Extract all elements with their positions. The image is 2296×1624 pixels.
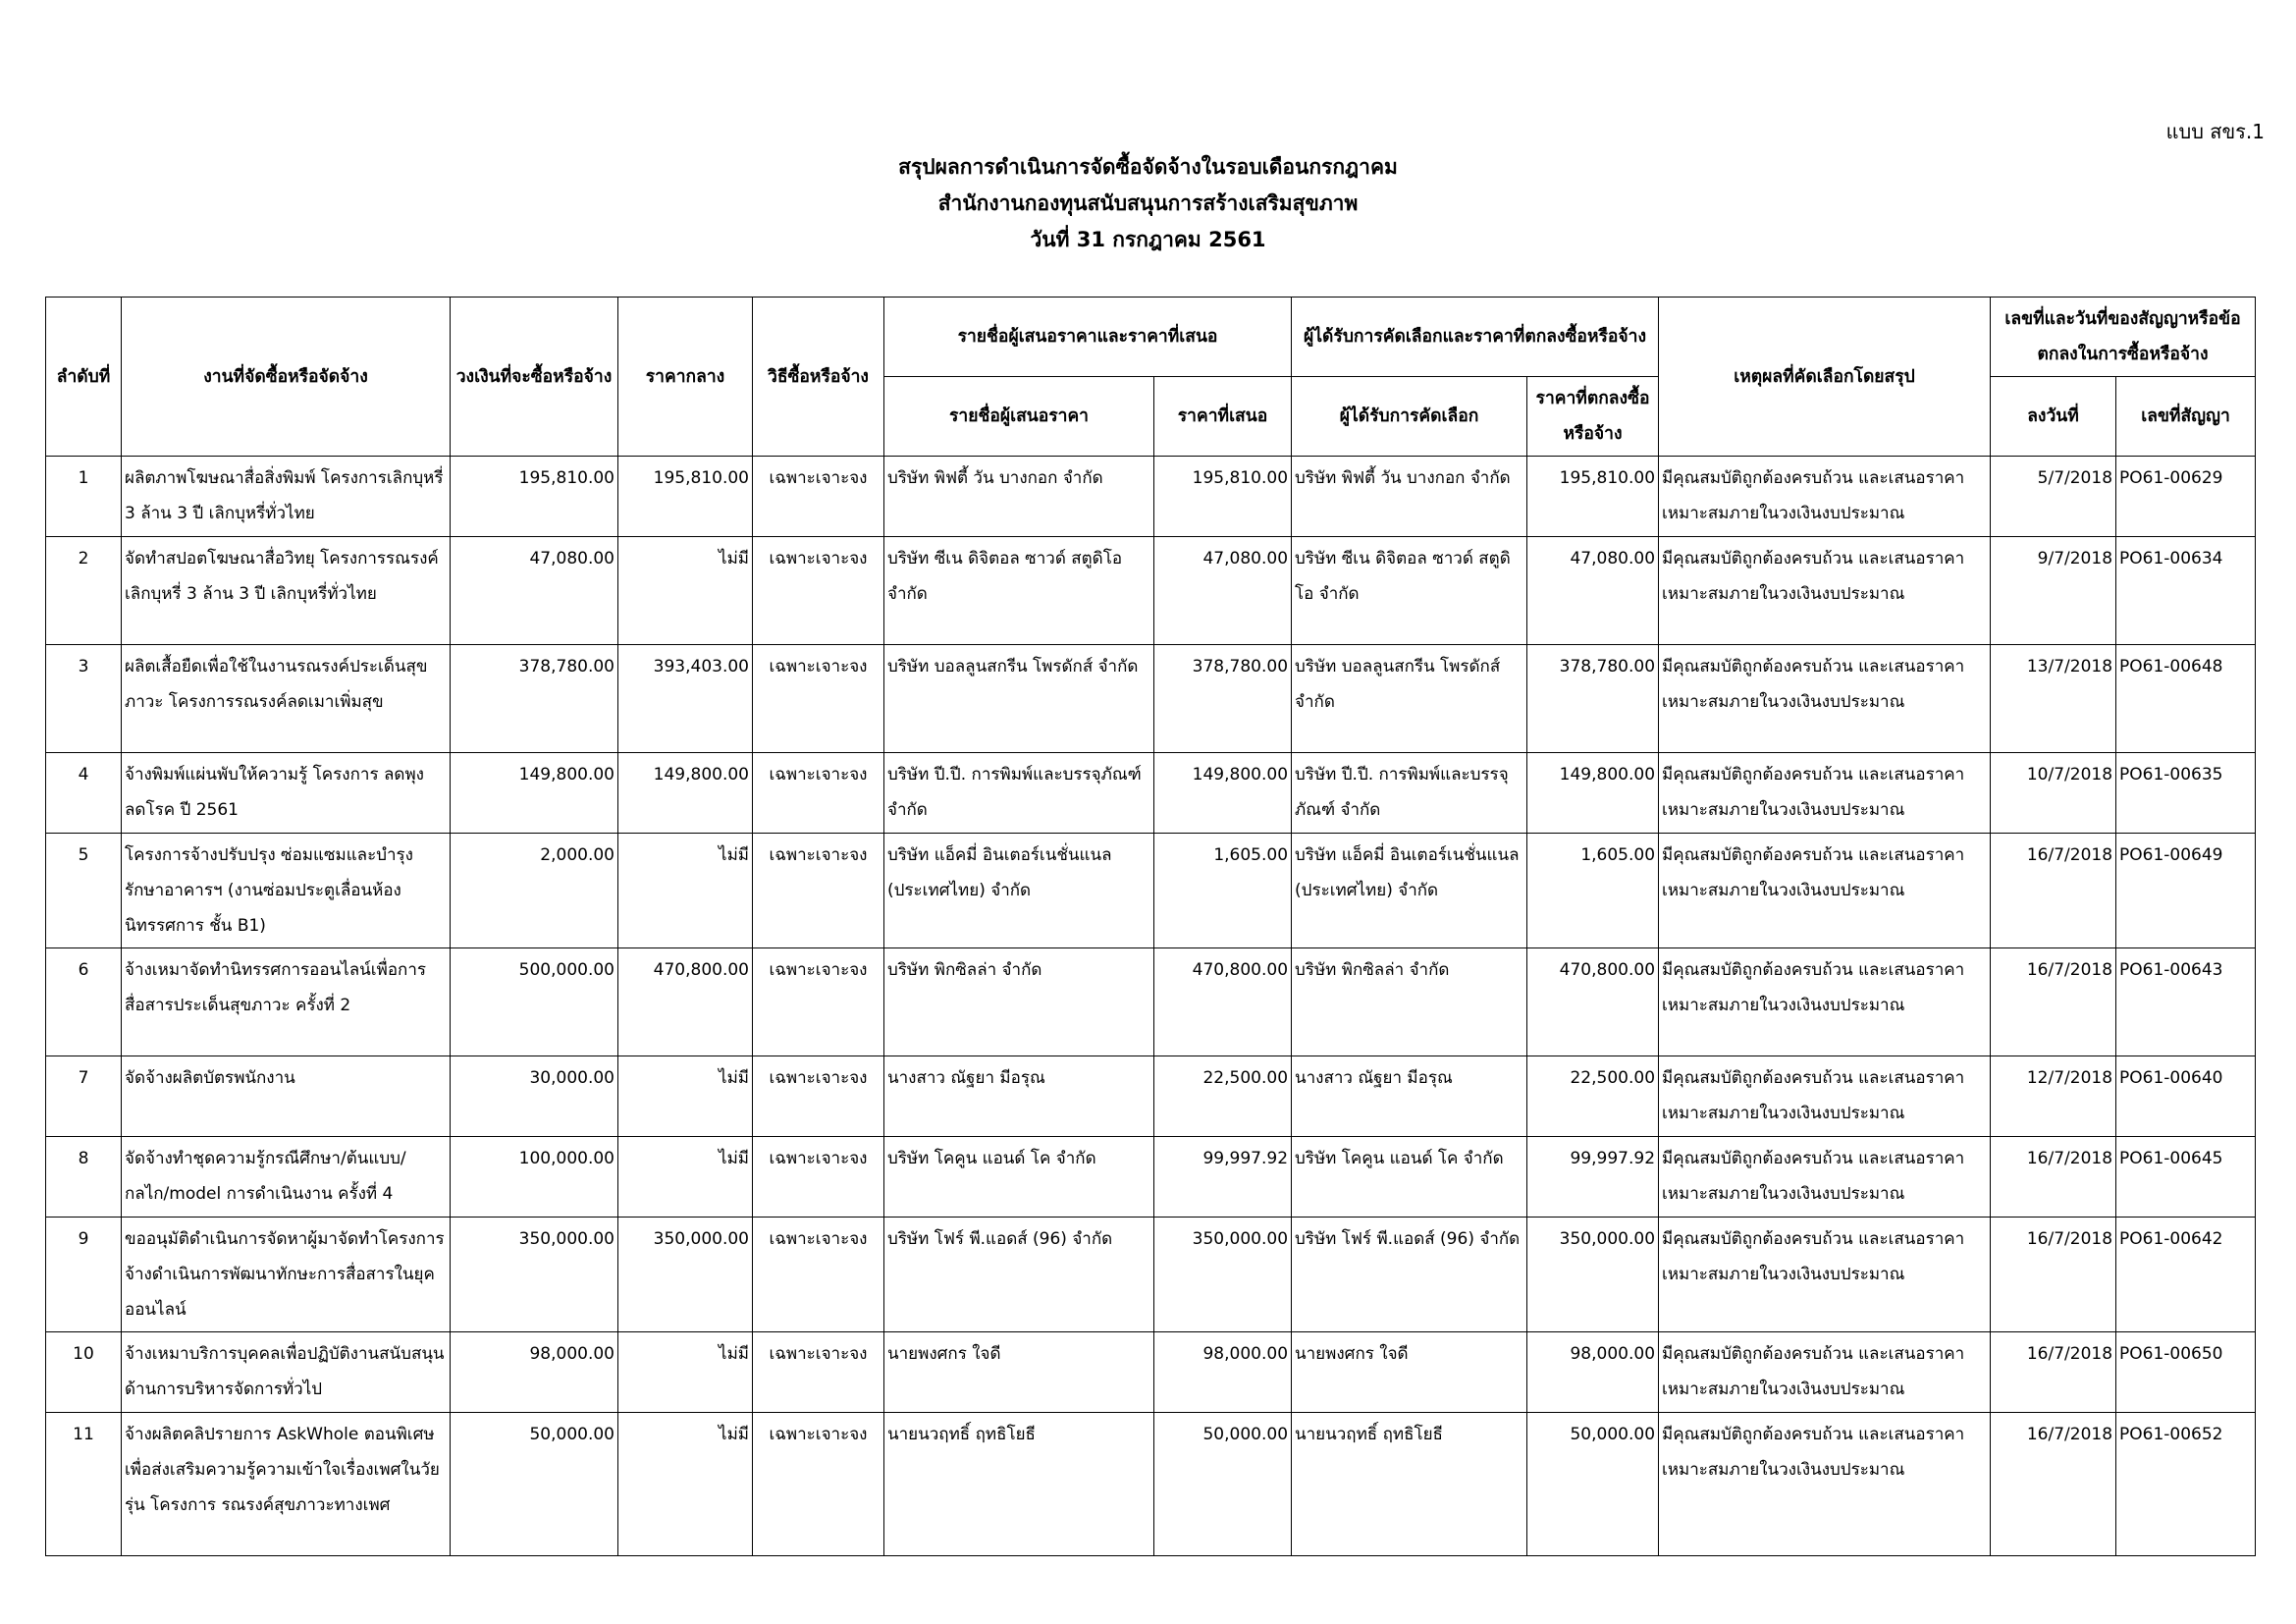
cell-budget: 378,780.00 <box>451 645 618 753</box>
cell-date: 16/7/2018 <box>1991 1137 2116 1218</box>
cell-contract-no: PO61-00629 <box>2116 457 2256 537</box>
header-contract-no: เลขที่สัญญา <box>2116 377 2256 457</box>
table-row <box>46 1332 2256 1413</box>
cell-bidder: บริษัท โฟร์ พี.แอดส์ (96) จำกัด <box>884 1218 1154 1332</box>
cell-budget: 195,810.00 <box>451 457 618 537</box>
table-row <box>46 948 2256 1056</box>
document-title <box>0 149 2296 258</box>
header-date: ลงวันที่ <box>1991 377 2116 457</box>
header-bid-price: ราคาที่เสนอ <box>1154 377 1292 457</box>
cell-no: 3 <box>46 645 122 753</box>
cell-budget: 50,000.00 <box>451 1413 618 1556</box>
cell-bidder: บริษัท พิฟตี้ วัน บางกอก จำกัด <box>884 457 1154 537</box>
cell-selected: นายพงศกร ใจดี <box>1292 1332 1527 1413</box>
cell-no: 8 <box>46 1137 122 1218</box>
cell-selected: บริษัท ปี.ปี. การพิมพ์และบรรจุภัณฑ์ จำกัด <box>1292 753 1527 834</box>
cell-median: ไม่มี <box>618 1137 753 1218</box>
title-line-2: สำนักงานกองทุนสนับสนุนการสร้างเสริมสุขภาพ <box>937 191 1359 215</box>
cell-method: เฉพาะเจาะจง <box>753 1137 884 1218</box>
cell-budget: 30,000.00 <box>451 1056 618 1137</box>
cell-reason: มีคุณสมบัติถูกต้องครบถ้วน และเสนอราคาเหมาะสมภายในวงเงินงบประมาณ <box>1659 1332 1991 1413</box>
cell-item: จัดจ้างทำชุดความรู้กรณีศึกษา/ต้นแบบ/กลไก/model การดำเนินงาน ครั้งที่ 4 <box>122 1137 451 1218</box>
header-item: งานที่จัดซื้อหรือจัดจ้าง <box>122 298 451 457</box>
cell-agreed-price: 470,800.00 <box>1527 948 1659 1056</box>
cell-method: เฉพาะเจาะจง <box>753 1218 884 1332</box>
cell-date: 16/7/2018 <box>1991 1413 2116 1556</box>
cell-date: 12/7/2018 <box>1991 1056 2116 1137</box>
table-row <box>46 834 2256 948</box>
cell-bid-price: 195,810.00 <box>1154 457 1292 537</box>
cell-method: เฉพาะเจาะจง <box>753 834 884 948</box>
cell-reason: มีคุณสมบัติถูกต้องครบถ้วน และเสนอราคาเหมาะสมภายในวงเงินงบประมาณ <box>1659 1137 1991 1218</box>
header-reason: เหตุผลที่คัดเลือกโดยสรุป <box>1659 298 1991 457</box>
table-row <box>46 537 2256 645</box>
cell-no: 4 <box>46 753 122 834</box>
cell-item: จ้างเหมาบริการบุคคลเพื่อปฏิบัติงานสนับสนุนด้านการบริหารจัดการทั่วไป <box>122 1332 451 1413</box>
header-bidders-group: รายชื่อผู้เสนอราคาและราคาที่เสนอ <box>884 298 1292 377</box>
cell-bid-price: 99,997.92 <box>1154 1137 1292 1218</box>
cell-date: 16/7/2018 <box>1991 1218 2116 1332</box>
cell-agreed-price: 378,780.00 <box>1527 645 1659 753</box>
cell-date: 16/7/2018 <box>1991 1332 2116 1413</box>
header-median: ราคากลาง <box>618 298 753 457</box>
table-row <box>46 1218 2256 1332</box>
cell-item: จัดจ้างผลิตบัตรพนักงาน <box>122 1056 451 1137</box>
cell-agreed-price: 1,605.00 <box>1527 834 1659 948</box>
cell-method: เฉพาะเจาะจง <box>753 1413 884 1556</box>
cell-agreed-price: 47,080.00 <box>1527 537 1659 645</box>
cell-bidder: บริษัท โคคูน แอนด์ โค จำกัด <box>884 1137 1154 1218</box>
cell-item: ผลิตเสื้อยืดเพื่อใช้ในงานรณรงค์ประเด็นสุขภาวะ โครงการรณรงค์ลดเมาเพิ่มสุข <box>122 645 451 753</box>
cell-median: 149,800.00 <box>618 753 753 834</box>
cell-selected: นายนวฤทธิ์ ฤทธิโยธี <box>1292 1413 1527 1556</box>
cell-budget: 100,000.00 <box>451 1137 618 1218</box>
table-row <box>46 457 2256 537</box>
cell-budget: 98,000.00 <box>451 1332 618 1413</box>
cell-median: 393,403.00 <box>618 645 753 753</box>
cell-contract-no: PO61-00635 <box>2116 753 2256 834</box>
cell-median: 470,800.00 <box>618 948 753 1056</box>
cell-bid-price: 470,800.00 <box>1154 948 1292 1056</box>
cell-bidder: บริษัท บอลลูนสกรีน โพรดักส์ จำกัด <box>884 645 1154 753</box>
cell-reason: มีคุณสมบัติถูกต้องครบถ้วน และเสนอราคาเหมาะสมภายในวงเงินงบประมาณ <box>1659 1218 1991 1332</box>
cell-selected: บริษัท โฟร์ พี.แอดส์ (96) จำกัด <box>1292 1218 1527 1332</box>
cell-bid-price: 1,605.00 <box>1154 834 1292 948</box>
table-row <box>46 1413 2256 1556</box>
cell-median: ไม่มี <box>618 834 753 948</box>
title-line-1: สรุปผลการดำเนินการจัดซื้อจัดจ้างในรอบเดือนกรกฎาคม <box>898 155 1398 179</box>
cell-contract-no: PO61-00652 <box>2116 1413 2256 1556</box>
cell-agreed-price: 50,000.00 <box>1527 1413 1659 1556</box>
cell-selected: นางสาว ณัฐยา มีอรุณ <box>1292 1056 1527 1137</box>
cell-contract-no: PO61-00640 <box>2116 1056 2256 1137</box>
cell-method: เฉพาะเจาะจง <box>753 1056 884 1137</box>
cell-agreed-price: 22,500.00 <box>1527 1056 1659 1137</box>
cell-contract-no: PO61-00649 <box>2116 834 2256 948</box>
cell-median: ไม่มี <box>618 1056 753 1137</box>
cell-bid-price: 350,000.00 <box>1154 1218 1292 1332</box>
cell-contract-no: PO61-00634 <box>2116 537 2256 645</box>
cell-bidder: นางสาว ณัฐยา มีอรุณ <box>884 1056 1154 1137</box>
cell-method: เฉพาะเจาะจง <box>753 948 884 1056</box>
title-line-3: วันที่ 31 กรกฎาคม 2561 <box>1030 228 1266 251</box>
cell-bid-price: 98,000.00 <box>1154 1332 1292 1413</box>
header-budget: วงเงินที่จะซื้อหรือจ้าง <box>451 298 618 457</box>
cell-agreed-price: 98,000.00 <box>1527 1332 1659 1413</box>
cell-selected: บริษัท โคคูน แอนด์ โค จำกัด <box>1292 1137 1527 1218</box>
cell-reason: มีคุณสมบัติถูกต้องครบถ้วน และเสนอราคาเหมาะสมภายในวงเงินงบประมาณ <box>1659 753 1991 834</box>
cell-bidder: บริษัท ซีเน ดิจิตอล ซาวด์ สตูดิโอ จำกัด <box>884 537 1154 645</box>
cell-date: 16/7/2018 <box>1991 834 2116 948</box>
cell-bidder: นายพงศกร ใจดี <box>884 1332 1154 1413</box>
cell-bidder: นายนวฤทธิ์ ฤทธิโยธี <box>884 1413 1154 1556</box>
table-row <box>46 1056 2256 1137</box>
cell-bidder: บริษัท ปี.ปี. การพิมพ์และบรรจุภัณฑ์ จำกัด <box>884 753 1154 834</box>
table-row <box>46 645 2256 753</box>
cell-median: ไม่มี <box>618 537 753 645</box>
cell-budget: 149,800.00 <box>451 753 618 834</box>
cell-median: 195,810.00 <box>618 457 753 537</box>
cell-median: 350,000.00 <box>618 1218 753 1332</box>
cell-no: 1 <box>46 457 122 537</box>
cell-date: 5/7/2018 <box>1991 457 2116 537</box>
cell-method: เฉพาะเจาะจง <box>753 753 884 834</box>
cell-contract-no: PO61-00643 <box>2116 948 2256 1056</box>
cell-no: 9 <box>46 1218 122 1332</box>
cell-median: ไม่มี <box>618 1332 753 1413</box>
header-no: ลำดับที่ <box>46 298 122 457</box>
cell-agreed-price: 149,800.00 <box>1527 753 1659 834</box>
procurement-table <box>45 297 2256 1556</box>
cell-budget: 47,080.00 <box>451 537 618 645</box>
cell-agreed-price: 350,000.00 <box>1527 1218 1659 1332</box>
cell-method: เฉพาะเจาะจง <box>753 457 884 537</box>
form-code: แบบ สขร.1 <box>2165 120 2265 143</box>
cell-bid-price: 378,780.00 <box>1154 645 1292 753</box>
cell-budget: 2,000.00 <box>451 834 618 948</box>
cell-selected: บริษัท พิกซิลล่า จำกัด <box>1292 948 1527 1056</box>
cell-bid-price: 47,080.00 <box>1154 537 1292 645</box>
header-selected-name: ผู้ได้รับการคัดเลือก <box>1292 377 1527 457</box>
cell-bid-price: 22,500.00 <box>1154 1056 1292 1137</box>
cell-budget: 500,000.00 <box>451 948 618 1056</box>
cell-reason: มีคุณสมบัติถูกต้องครบถ้วน และเสนอราคาเหมาะสมภายในวงเงินงบประมาณ <box>1659 457 1991 537</box>
cell-selected: บริษัท แอ็คมี่ อินเตอร์เนชั่นแนล (ประเทศไทย) จำกัด <box>1292 834 1527 948</box>
header-selected-group: ผู้ได้รับการคัดเลือกและราคาที่ตกลงซื้อหรือจ้าง <box>1292 298 1659 377</box>
header-contract-group: เลขที่และวันที่ของสัญญาหรือข้อตกลงในการซื้อหรือจ้าง <box>1991 298 2256 377</box>
header-method: วิธีซื้อหรือจ้าง <box>753 298 884 457</box>
cell-median: ไม่มี <box>618 1413 753 1556</box>
cell-method: เฉพาะเจาะจง <box>753 537 884 645</box>
cell-bid-price: 149,800.00 <box>1154 753 1292 834</box>
header-agreed-price: ราคาที่ตกลงซื้อหรือจ้าง <box>1527 377 1659 457</box>
cell-reason: มีคุณสมบัติถูกต้องครบถ้วน และเสนอราคาเหมาะสมภายในวงเงินงบประมาณ <box>1659 948 1991 1056</box>
cell-date: 9/7/2018 <box>1991 537 2116 645</box>
cell-reason: มีคุณสมบัติถูกต้องครบถ้วน และเสนอราคาเหมาะสมภายในวงเงินงบประมาณ <box>1659 834 1991 948</box>
table-row <box>46 1137 2256 1218</box>
cell-item: จ้างผลิตคลิปรายการ AskWhole ตอนพิเศษ เพื่อส่งเสริมความรู้ความเข้าใจเรื่องเพศในวัยรุ่น โครงการ รณรงค์สุขภาวะทางเพศ <box>122 1413 451 1556</box>
cell-selected: บริษัท บอลลูนสกรีน โพรดักส์ จำกัด <box>1292 645 1527 753</box>
cell-reason: มีคุณสมบัติถูกต้องครบถ้วน และเสนอราคาเหมาะสมภายในวงเงินงบประมาณ <box>1659 1413 1991 1556</box>
cell-item: จ้างพิมพ์แผ่นพับให้ความรู้ โครงการ ลดพุง ลดโรค ปี 2561 <box>122 753 451 834</box>
cell-bid-price: 50,000.00 <box>1154 1413 1292 1556</box>
cell-item: ขออนุมัติดำเนินการจัดหาผู้มาจัดทำโครงการจ้างดำเนินการพัฒนาทักษะการสื่อสารในยุคออนไลน์ <box>122 1218 451 1332</box>
cell-bidder: บริษัท พิกซิลล่า จำกัด <box>884 948 1154 1056</box>
cell-no: 11 <box>46 1413 122 1556</box>
cell-no: 10 <box>46 1332 122 1413</box>
cell-no: 2 <box>46 537 122 645</box>
cell-contract-no: PO61-00645 <box>2116 1137 2256 1218</box>
cell-no: 5 <box>46 834 122 948</box>
cell-selected: บริษัท ซีเน ดิจิตอล ซาวด์ สตูดิโอ จำกัด <box>1292 537 1527 645</box>
cell-reason: มีคุณสมบัติถูกต้องครบถ้วน และเสนอราคาเหมาะสมภายในวงเงินงบประมาณ <box>1659 645 1991 753</box>
cell-item: โครงการจ้างปรับปรุง ซ่อมแซมและบำรุงรักษาอาคารฯ (งานซ่อมประตูเลื่อนห้องนิทรรศการ ชั้น B1) <box>122 834 451 948</box>
cell-budget: 350,000.00 <box>451 1218 618 1332</box>
cell-date: 13/7/2018 <box>1991 645 2116 753</box>
cell-contract-no: PO61-00650 <box>2116 1332 2256 1413</box>
cell-date: 10/7/2018 <box>1991 753 2116 834</box>
cell-selected: บริษัท พิฟตี้ วัน บางกอก จำกัด <box>1292 457 1527 537</box>
cell-item: จ้างเหมาจัดทำนิทรรศการออนไลน์เพื่อการสื่อสารประเด็นสุขภาวะ ครั้งที่ 2 <box>122 948 451 1056</box>
cell-item: จัดทำสปอตโฆษณาสื่อวิทยุ โครงการรณรงค์เลิกบุหรี่ 3 ล้าน 3 ปี เลิกบุหรี่ทั่วไทย <box>122 537 451 645</box>
cell-no: 6 <box>46 948 122 1056</box>
cell-agreed-price: 99,997.92 <box>1527 1137 1659 1218</box>
header-bidder-name: รายชื่อผู้เสนอราคา <box>884 377 1154 457</box>
table-row <box>46 753 2256 834</box>
cell-no: 7 <box>46 1056 122 1137</box>
cell-method: เฉพาะเจาะจง <box>753 645 884 753</box>
cell-bidder: บริษัท แอ็คมี่ อินเตอร์เนชั่นแนล (ประเทศไทย) จำกัด <box>884 834 1154 948</box>
cell-item: ผลิตภาพโฆษณาสื่อสิ่งพิมพ์ โครงการเลิกบุหรี่ 3 ล้าน 3 ปี เลิกบุหรี่ทั่วไทย <box>122 457 451 537</box>
cell-reason: มีคุณสมบัติถูกต้องครบถ้วน และเสนอราคาเหมาะสมภายในวงเงินงบประมาณ <box>1659 537 1991 645</box>
cell-agreed-price: 195,810.00 <box>1527 457 1659 537</box>
cell-contract-no: PO61-00648 <box>2116 645 2256 753</box>
cell-contract-no: PO61-00642 <box>2116 1218 2256 1332</box>
cell-reason: มีคุณสมบัติถูกต้องครบถ้วน และเสนอราคาเหมาะสมภายในวงเงินงบประมาณ <box>1659 1056 1991 1137</box>
cell-method: เฉพาะเจาะจง <box>753 1332 884 1413</box>
cell-date: 16/7/2018 <box>1991 948 2116 1056</box>
